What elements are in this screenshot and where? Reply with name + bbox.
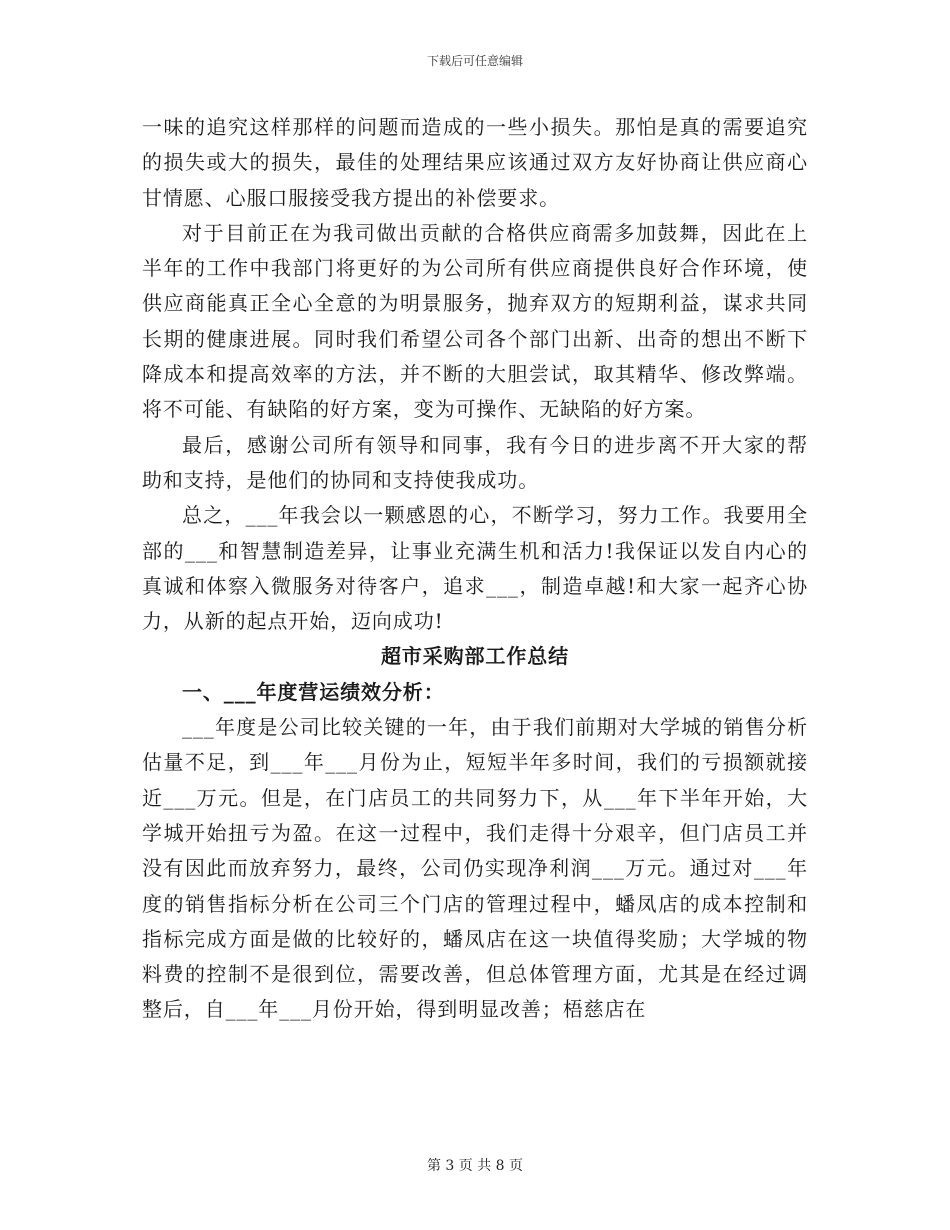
paragraph-continuation: 一味的追究这样那样的问题而造成的一些小损失。那怕是真的需要追究的损失或大的损失，最佳的处理结果应该通过双方友好协商让供应商心甘情愿、心服口服接受我方提出的补偿要求。 <box>142 115 808 210</box>
page-header: 下载后可任意编辑 <box>426 54 523 68</box>
paragraph-thanks: 最后，感谢公司所有领导和同事，我有今日的进步离不开大家的帮助和支持，是他们的协同和支持使我成功。 <box>142 432 808 492</box>
paragraph-supplier-encouragement: 对于目前正在为我司做出贡献的合格供应商需多加鼓舞，因此在上半年的工作中我部门将更好的为公司所有供应商提供良好合作环境，使供应商能真正全心全意的为明景服务，抛弃双方的短期利益，谋求共同长期的健康进展。同时我们希望公司各个部门出新、出奇的想出不断下降成本和提高效率的方法，并不断的大胆尝试，取其精华、修改弊端。将不可能、有缺陷的好方案，变为可操作、无缺陷的好方案。 <box>142 220 808 422</box>
paragraph-conclusion: 总之，___年我会以一颗感恩的心，不断学习，努力工作。我要用全部的___和智慧制造差异，让事业充满生机和活力!我保证以发自内心的真诚和体察入微服务对待客户，追求___，制造卓越!和大家一起齐心协力，从新的起点开始，迈向成功! <box>142 503 808 634</box>
sub-heading: 一、___年度营运绩效分析： <box>182 679 445 704</box>
section-title: 超市采购部工作总结 <box>380 644 570 669</box>
document-body <box>142 110 808 1028</box>
paragraph-performance-analysis: ___年度是公司比较关键的一年，由于我们前期对大学城的销售分析估量不足，到___年___月份为止，短短半年多时间，我们的亏损额就接近___万元。但是，在门店员工的共同努力下，从___年下半年开始，大学城开始扭亏为盈。在这一过程中，我们走得十分艰辛，但门店员工并没有因此而放弃努力，最终，公司仍实现净利润___万元。通过对___年度的销售指标分析在公司三个门店的管理过程中，蟠凤店的成本控制和指标完成方面是做的比较好的，蟠凤店在这一块值得奖励；大学城的物料费的控制不是很到位，需要改善，但总体管理方面，尤其是在经过调整后，自___年___月份开始，得到明显改善；梧慈店在 <box>142 715 808 1022</box>
page-footer: 第 3 页 共 8 页 <box>426 1158 524 1174</box>
